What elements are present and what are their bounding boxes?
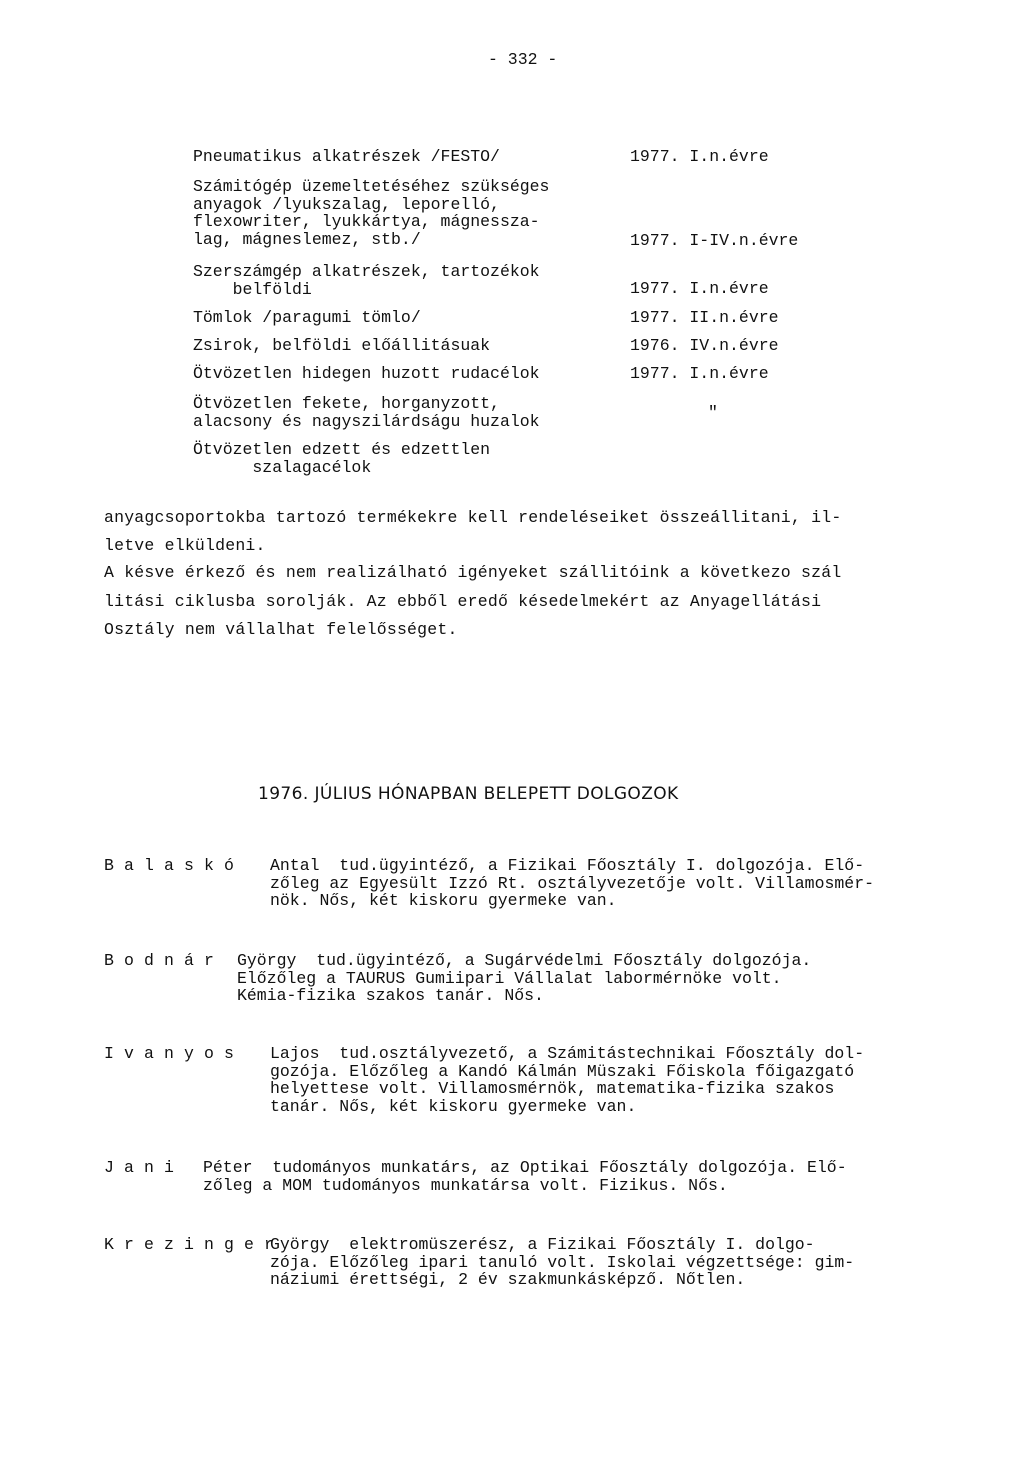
employee-surname-1: B a l a s k ó [104,856,235,875]
paragraph-line-3: A késve érkező és nem realizálható igényeket szállitóink a következo szál [104,563,842,582]
material-item-5: Zsirok, belföldi előállitásuak [193,336,491,355]
material-date-1: 1977. I.n.évre [630,147,769,166]
material-item-1: Pneumatikus alkatrészek /FESTO/ [193,147,500,166]
employee-text-4: Péter tudományos munkatárs, az Optikai Főosztály dolgozója. Elő- zőleg a MOM tudományos munkatársa volt. Fizikus. Nős. [203,1158,847,1195]
employee-text-5: György elektromüszerész, a Fizikai Főosztály I. dolgo- zója. Előzőleg ipari tanuló volt. Iskolai végzettsége: gim- náziumi érettségi, 2 év szakmunkásképző. Nőtlen. [270,1235,855,1289]
employee-surname-2: B o d n á r [104,951,215,970]
paragraph-line-1: anyagcsoportokba tartozó termékekre kell rendeléseiket összeállitani, il- [104,508,842,527]
material-date-5: 1976. IV.n.évre [630,336,779,355]
material-date-6: 1977. I.n.évre [630,364,769,383]
material-item-2: Számitógép üzemeltetéséhez szükséges anyagok /lyukszalag, leporelló, flexowriter, lyukkártya, mágnessza- lag, mágneslemez, stb./ [193,177,550,249]
employee-text-1: Antal tud.ügyintéző, a Fizikai Főosztály I. dolgozója. Elő- zőleg az Egyesült Izzó Rt. osztályvezetője volt. Villamosmér- nök. Nős, két kiskoru gyermeke van. [270,856,874,910]
material-item-4: Tömlok /paragumi tömlo/ [193,308,421,327]
employee-surname-5: K r e z i n g e r [104,1235,275,1254]
material-date-7: " [708,403,718,422]
employee-text-3: Lajos tud.osztályvezető, a Számitástechnikai Főosztály dol- gozója. Előzőleg a Kandó Kálmán Müszaki Főiskola főigazgató helyettese volt. Villamosmérnök, matematika-fizika szakos tanár. Nős, két kiskoru gyermeke van. [270,1044,865,1116]
paragraph-line-5: Osztály nem vállalhat felelősséget. [104,620,458,639]
employee-text-2: György tud.ügyintéző, a Sugárvédelmi Főosztály dolgozója. Előzőleg a TAURUS Gumiipari Vállalat labormérnöke volt. Kémia-fizika szakos tanár. Nős. [237,951,812,1005]
paragraph-line-4: litási ciklusba sorolják. Az ebből eredő késedelmekért az Anyagellátási [104,592,822,611]
material-item-3: Szerszámgép alkatrészek, tartozékok belföldi [193,262,540,299]
material-item-7: Ötvözetlen fekete, horganyzott, alacsony és nagyszilárdságu huzalok [193,394,540,431]
material-item-8: Ötvözetlen edzett és edzettlen szalagacélok [193,440,491,477]
employee-surname-4: J a n i [104,1158,175,1177]
material-date-4: 1977. II.n.évre [630,308,779,327]
paragraph-line-2: letve elküldeni. [104,536,266,555]
material-date-2: 1977. I-IV.n.évre [630,231,799,250]
section-heading: 1976. JÚLIUS HÓNAPBAN BELEPETT DOLGOZOK [258,784,679,804]
employee-surname-3: I v a n y o s [104,1044,235,1063]
material-date-3: 1977. I.n.évre [630,279,769,298]
material-item-6: Ötvözetlen hidegen huzott rudacélok [193,364,540,383]
page-number: - 332 - [488,50,558,69]
